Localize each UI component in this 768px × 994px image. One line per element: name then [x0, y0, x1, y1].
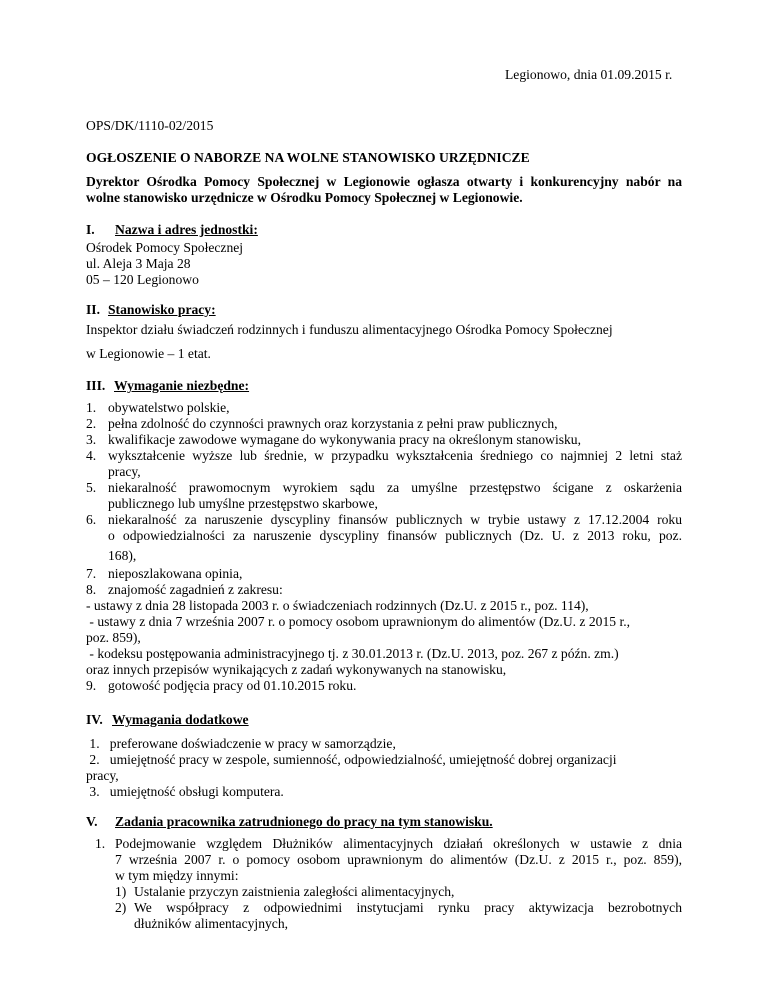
section-1-line: Ośrodek Pomocy Społecznej: [86, 240, 244, 255]
list-item-number: 8.: [86, 582, 97, 597]
additional-requirement-cont: pracy,: [86, 768, 119, 783]
list-item-number: 7.: [86, 566, 97, 581]
law-reference-line: - ustawy z dnia 7 września 2007 r. o pomocy osobom uprawnionym do alimentów (Dz.U. z 2015 r.,: [86, 614, 631, 629]
additional-requirement: 1. preferowane doświadczenie w pracy w samorządzie,: [86, 736, 396, 751]
section-3-title: Wymaganie niezbędne:: [114, 378, 250, 393]
section-4-title: Wymagania dodatkowe: [112, 712, 249, 727]
list-item: niekaralność za naruszenie dyscypliny finansów publicznych w trybie ustawy z 17.12.2004 roku: [108, 512, 682, 527]
list-item: nieposzlakowana opinia,: [108, 566, 243, 581]
intro-line-1: Dyrektor Ośrodka Pomocy Społecznej w Legionowie ogłasza otwarty i konkurencyjny nabór na: [86, 174, 682, 189]
subtask-line: We współpracy z odpowiednimi instytucjami rynku pracy aktywizacja bezrobotnych: [134, 900, 682, 915]
place-date: Legionowo, dnia 01.09.2015 r.: [505, 67, 673, 82]
task-number: 1.: [95, 836, 106, 851]
reference-number: OPS/DK/1110-02/2015: [86, 118, 214, 133]
section-5-title: Zadania pracownika zatrudnionego do pracy na tym stanowisku.: [115, 814, 493, 829]
list-item-cont: publicznego lub umyślne przestępstwo skarbowe,: [108, 496, 378, 511]
list-item: znajomość zagadnień z zakresu:: [108, 582, 283, 597]
section-3-number: III.: [86, 378, 106, 393]
document-title: OGŁOSZENIE O NABORZE NA WOLNE STANOWISKO URZĘDNICZE: [86, 150, 530, 165]
additional-requirement: 3. umiejętność obsługi komputera.: [86, 784, 284, 799]
list-item: niekaralność prawomocnym wyrokiem sądu za umyślne przestępstwo ścigane z oskarżenia: [108, 480, 682, 495]
list-item-cont: 168),: [108, 548, 137, 563]
section-5-number: V.: [86, 814, 98, 829]
list-item-number: 1.: [86, 400, 97, 415]
subtask-number: 1): [115, 884, 127, 899]
section-1-title: Nazwa i adres jednostki:: [115, 222, 258, 237]
law-reference-line: oraz innych przepisów wynikających z zadań wykonywanych na stanowisku,: [86, 662, 507, 677]
law-reference-line: - kodeksu postępowania administracyjnego tj. z 30.01.2013 r. (Dz.U. 2013, poz. 267 z późn. zm.): [86, 646, 619, 661]
list-item-number: 4.: [86, 448, 97, 463]
list-item-number: 2.: [86, 416, 97, 431]
additional-requirement: 2. umiejętność pracy w zespole, sumienność, odpowiedzialność, umiejętność dobrej organizacji: [86, 752, 617, 767]
list-item-cont: pracy,: [108, 464, 141, 479]
section-2-line: Inspektor działu świadczeń rodzinnych i funduszu alimentacyjnego Ośrodka Pomocy Społecznej: [86, 322, 613, 337]
law-reference-line: - ustawy z dnia 28 listopada 2003 r. o świadczeniach rodzinnych (Dz.U. z 2015 r., poz. 114),: [86, 598, 589, 613]
list-item-number: 6.: [86, 512, 97, 527]
list-item: kwalifikacje zawodowe wymagane do wykonywania pracy na określonym stanowisku,: [108, 432, 582, 447]
subtask-number: 2): [115, 900, 127, 915]
list-item: obywatelstwo polskie,: [108, 400, 230, 415]
section-4-number: IV.: [86, 712, 103, 727]
section-2-line: w Legionowie – 1 etat.: [86, 346, 211, 361]
subtask-line: Ustalanie przyczyn zaistnienia zaległości alimentacyjnych,: [134, 884, 455, 899]
task-line: w tym między innymi:: [115, 868, 239, 883]
subtask-line: dłużników alimentacyjnych,: [134, 916, 289, 931]
list-item-cont: o odpowiedzialności za naruszenie dyscypliny finansów publicznych (Dz. U. z 2013 roku, poz.: [108, 528, 682, 543]
list-item: wykształcenie wyższe lub średnie, w przypadku wykształcenia średniego co najmniej 2 letni staż: [108, 448, 682, 463]
section-1-number: I.: [86, 222, 95, 237]
task-line: 7 września 2007 r. o pomocy osobom uprawnionym do alimentów (Dz.U. z 2015 r., poz. 859),: [115, 852, 682, 867]
section-1-line: ul. Aleja 3 Maja 28: [86, 256, 191, 271]
section-1-line: 05 – 120 Legionowo: [86, 272, 199, 287]
intro-line-2: wolne stanowisko urzędnicze w Ośrodku Pomocy Społecznej w Legionowie.: [86, 190, 523, 205]
list-item-number: 5.: [86, 480, 97, 495]
list-item-number: 9.: [86, 678, 97, 693]
task-line: Podejmowanie względem Dłużników alimentacyjnych działań określonych w ustawie z dnia: [115, 836, 682, 851]
list-item: pełna zdolność do czynności prawnych oraz korzystania z pełni praw publicznych,: [108, 416, 558, 431]
section-2-title: Stanowisko pracy:: [108, 302, 216, 317]
list-item-number: 3.: [86, 432, 97, 447]
list-item: gotowość podjęcia pracy od 01.10.2015 roku.: [108, 678, 357, 693]
law-reference-line: poz. 859),: [86, 630, 141, 645]
section-2-number: II.: [86, 302, 100, 317]
